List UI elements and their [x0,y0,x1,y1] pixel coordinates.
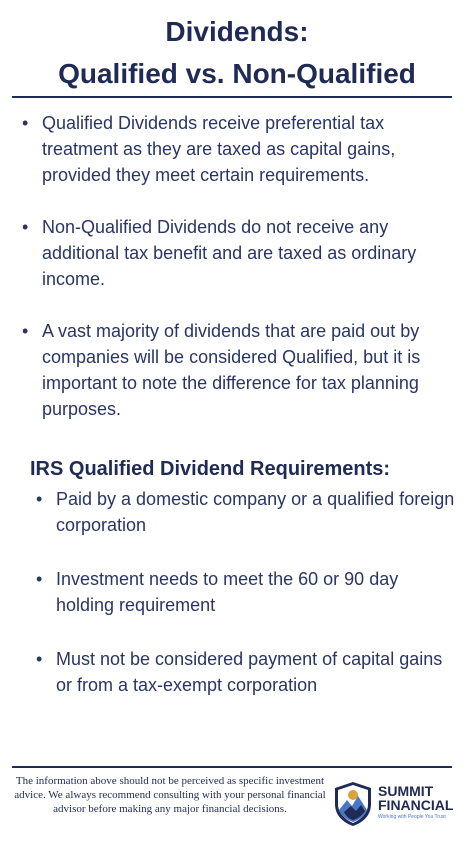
logo-tagline: Working with People You Trust [378,814,446,820]
list-item [36,566,456,618]
bullet-icon: • [36,649,43,669]
requirements-heading: IRS Qualified Dividend Requirements: [30,458,391,480]
bullet-icon: • [36,489,43,509]
list-item [22,318,462,422]
bullet-icon: • [22,217,29,237]
list-item-text: Non-Qualified Dividends do not receive any additional tax benefit and are taxed as ordinary income. [42,217,417,289]
logo-name-line1: SUMMIT [378,783,434,799]
bullet-icon: • [36,569,43,589]
requirements-list [36,486,456,698]
list-item [36,486,456,538]
page-title-line2: Qualified vs. Non-Qualified [58,58,416,89]
page-title-line1: Dividends: [165,16,309,47]
main-points-list [22,110,462,422]
logo-wordmark [378,784,453,812]
bullet-icon: • [22,321,29,341]
company-logo [332,780,462,828]
list-item-text: Paid by a domestic company or a qualified foreign corporation [56,489,455,535]
list-item-text: A vast majority of dividends that are paid out by companies will be considered Qualified, but it is important to note the difference for tax planning purposes. [42,321,421,419]
list-item-text: Qualified Dividends receive preferential tax treatment as they are taxed as capital gains, provided they meet certain requirements. [42,113,396,185]
list-item-text: Must not be considered payment of capital gains or from a tax-exempt corporation [56,649,443,695]
disclaimer-text: The information above should not be perceived as specific investment advice. We always recommend consulting with your personal financial advisor before making any major financial decisions. [14,775,326,815]
top-divider [12,96,452,98]
logo-name-line2: FINANCIAL [378,797,454,813]
list-item-text: Investment needs to meet the 60 or 90 day holding requirement [56,569,399,615]
mountain-shield-icon [332,780,374,828]
list-item [22,214,462,292]
bullet-icon: • [22,113,29,133]
bottom-divider [12,766,452,768]
list-item [36,646,456,698]
list-item [22,110,462,188]
